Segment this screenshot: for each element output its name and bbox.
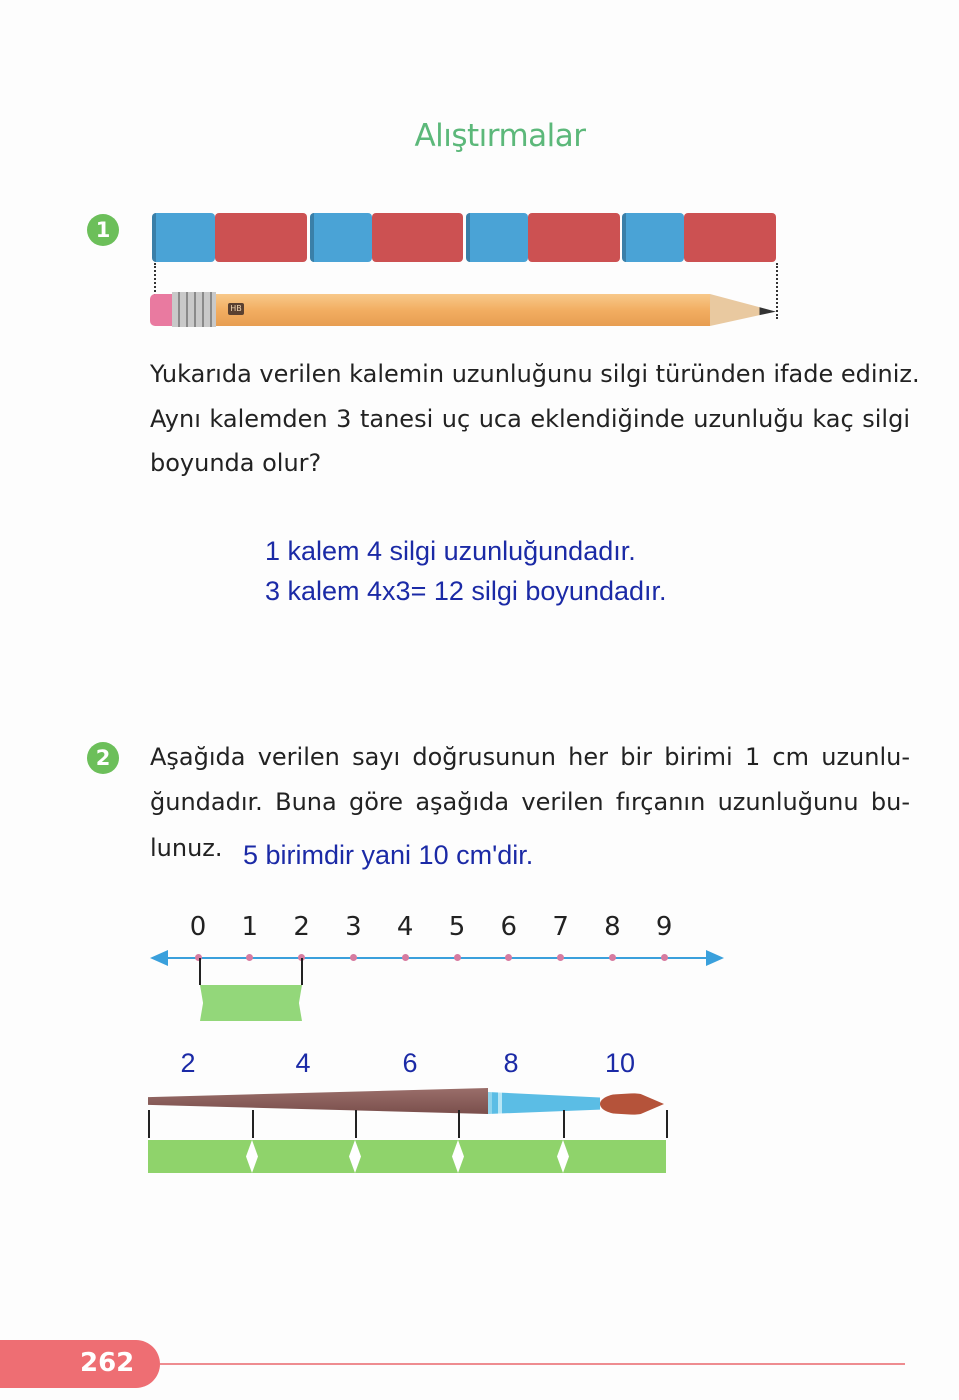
measure-tick — [148, 1110, 150, 1138]
page-number: 262 — [80, 1348, 135, 1378]
number-line-label: 4 — [396, 912, 414, 942]
number-line-label: 9 — [655, 912, 673, 942]
eraser-red — [528, 213, 620, 262]
brush-measure-label: 4 — [295, 1048, 311, 1078]
unit-strip — [355, 1140, 458, 1173]
question-1-line: Yukarıda verilen kalemin uzunluğunu silgi türünden ifade ediniz. — [150, 360, 920, 388]
eraser-blue — [622, 213, 684, 262]
question-2-line: lunuz. — [150, 834, 223, 862]
measure-tick — [252, 1110, 254, 1138]
eraser-red — [684, 213, 776, 262]
measure-tick — [355, 1110, 357, 1138]
number-line-point — [609, 954, 616, 961]
eraser-red — [215, 213, 307, 262]
answer-2: 5 birimdir yani 10 cm'dir. — [243, 840, 534, 870]
number-line-point — [350, 954, 357, 961]
segment-tick — [199, 958, 201, 985]
unit-strip — [200, 985, 302, 1021]
exercise-2-number: 2 — [87, 742, 119, 774]
unit-strip — [458, 1140, 563, 1173]
pencil-ferrule — [172, 292, 216, 327]
page-number-tab — [0, 1340, 160, 1388]
brush-measure-label: 10 — [604, 1048, 636, 1078]
measure-tick — [666, 1110, 668, 1138]
question-2-line: ğundadır. Buna göre aşağıda verilen fırçanın uzunluğunu bu- — [150, 788, 910, 816]
exercise-1-number: 1 — [87, 214, 119, 246]
number-line-label: 0 — [189, 912, 207, 942]
number-line-point — [661, 954, 668, 961]
question-1-line: Aynı kalemden 3 tanesi uç uca eklendiğinde uzunluğu kaç silgi — [150, 405, 910, 433]
number-line-point — [246, 954, 253, 961]
footer-rule — [160, 1363, 905, 1365]
pencil-tip — [710, 294, 776, 326]
number-line-label: 8 — [604, 912, 621, 942]
number-line-point — [557, 954, 564, 961]
eraser-blue — [152, 213, 215, 262]
question-1-line: boyunda olur? — [150, 449, 322, 477]
number-line-label: 7 — [552, 912, 569, 942]
number-line-label: 2 — [293, 912, 310, 942]
number-line-point — [454, 954, 461, 961]
number-line-axis — [160, 957, 712, 959]
answer-1-line: 3 kalem 4x3= 12 silgi boyundadır. — [265, 576, 667, 606]
eraser-red — [372, 213, 463, 262]
pencil-hb-label: HB — [228, 303, 244, 315]
arrow-right-icon — [706, 950, 724, 966]
number-line-label: 6 — [500, 912, 518, 942]
brush-handle — [148, 1088, 488, 1114]
eraser-blue — [310, 213, 372, 262]
pencil-body — [216, 294, 710, 326]
number-line-point — [402, 954, 409, 961]
segment-tick — [301, 958, 303, 985]
number-line-label: 1 — [241, 912, 259, 942]
brush-measure-label: 6 — [402, 1048, 418, 1078]
answer-1-line: 1 kalem 4 silgi uzunluğundadır. — [265, 536, 636, 566]
unit-strip — [252, 1140, 355, 1173]
arrow-left-icon — [150, 950, 168, 966]
eraser-blue — [466, 213, 528, 262]
page-title: Alıştırmalar — [414, 118, 586, 154]
pencil-eraser — [150, 294, 174, 326]
question-2-line: Aşağıda verilen sayı doğrusunun her bir birimi 1 cm uzunlu- — [150, 743, 910, 771]
brush-measure-label: 8 — [503, 1048, 519, 1078]
unit-strip — [563, 1140, 666, 1173]
brush-measure-label: 2 — [180, 1048, 196, 1078]
number-line-label: 3 — [345, 912, 362, 942]
unit-strip — [148, 1140, 252, 1173]
measure-tick — [458, 1110, 460, 1138]
guide-line-right — [776, 263, 778, 319]
number-line-point — [505, 954, 512, 961]
number-line-label: 5 — [448, 912, 466, 942]
brush-tip — [600, 1093, 664, 1115]
measure-tick — [563, 1110, 565, 1138]
brush-ferrule — [488, 1092, 600, 1114]
